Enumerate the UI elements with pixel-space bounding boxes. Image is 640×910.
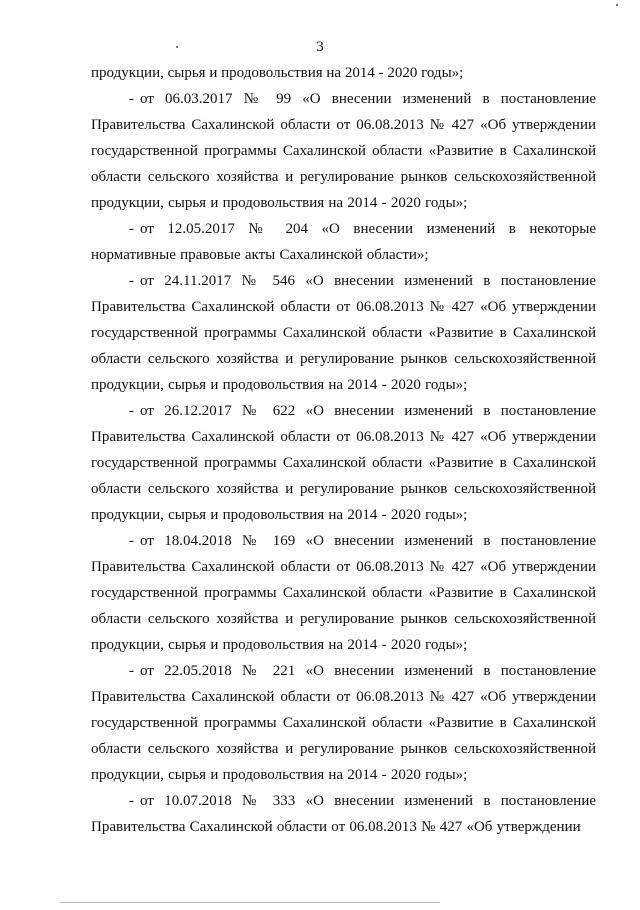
continuation-paragraph: продукции, сырья и продовольствия на 2014 - 2020 годы»; [91, 65, 464, 81]
list-item [91, 658, 596, 788]
page-number: 3 [316, 39, 324, 55]
list-item [91, 216, 596, 268]
list-item [91, 86, 596, 216]
list-item [91, 398, 596, 528]
list-dash: - [129, 403, 134, 419]
list-dash: - [129, 221, 134, 237]
document-body [91, 60, 596, 840]
list-item [91, 528, 596, 658]
list-item-text: от 24.11.2017 № 546 «О внесении изменений в постановление Правительства Сахалинской области от 06.08.2013 № 427 «Об утверждении государственной программы Сахалинской области «Развитие в Сахалинской области сельского хозяйства и регулирование рынков сельскохозяйственной продукции, сырья и продовольствия на 2014 - 2020 годы»; [91, 273, 596, 393]
list-item [91, 788, 596, 840]
list-item [91, 268, 596, 398]
list-item-text: от 10.07.2018 № 333 «О внесении изменений в постановление Правительства Сахалинской области от 06.08.2013 № 427 «Об утверждении [91, 793, 596, 835]
list-dash: - [129, 91, 134, 107]
list-item-text: от 18.04.2018 № 169 «О внесении изменений в постановление Правительства Сахалинской области от 06.08.2013 № 427 «Об утверждении государственной программы Сахалинской области «Развитие в Сахалинской области сельского хозяйства и регулирование рынков сельскохозяйственной продукции, сырья и продовольствия на 2014 - 2020 годы»; [91, 533, 596, 653]
list-item-text: от 22.05.2018 № 221 «О внесении изменений в постановление Правительства Сахалинской области от 06.08.2013 № 427 «Об утверждении государственной программы Сахалинской области «Развитие в Сахалинской области сельского хозяйства и регулирование рынков сельскохозяйственной продукции, сырья и продовольствия на 2014 - 2020 годы»; [91, 663, 596, 783]
list-dash: - [129, 533, 134, 549]
list-item-text: от 26.12.2017 № 622 «О внесении изменений в постановление Правительства Сахалинской области от 06.08.2013 № 427 «Об утверждении государственной программы Сахалинской области «Развитие в Сахалинской области сельского хозяйства и регулирование рынков сельскохозяйственной продукции, сырья и продовольствия на 2014 - 2020 годы»; [91, 403, 596, 523]
scan-edge-line [60, 902, 440, 903]
scan-speck [176, 46, 178, 48]
list-dash: - [129, 793, 134, 809]
list-dash: - [129, 663, 134, 679]
scan-speck [616, 4, 618, 6]
list-item-text: от 12.05.2017 № 204 «О внесении изменений в некоторые нормативные правовые акты Сахалинской области»; [91, 221, 596, 263]
list-item-text: от 06.03.2017 № 99 «О внесении изменений в постановление Правительства Сахалинской области от 06.08.2013 № 427 «Об утверждении государственной программы Сахалинской области «Развитие в Сахалинской области сельского хозяйства и регулирование рынков сельскохозяйственной продукции, сырья и продовольствия на 2014 - 2020 годы»; [91, 91, 596, 211]
list-dash: - [129, 273, 134, 289]
